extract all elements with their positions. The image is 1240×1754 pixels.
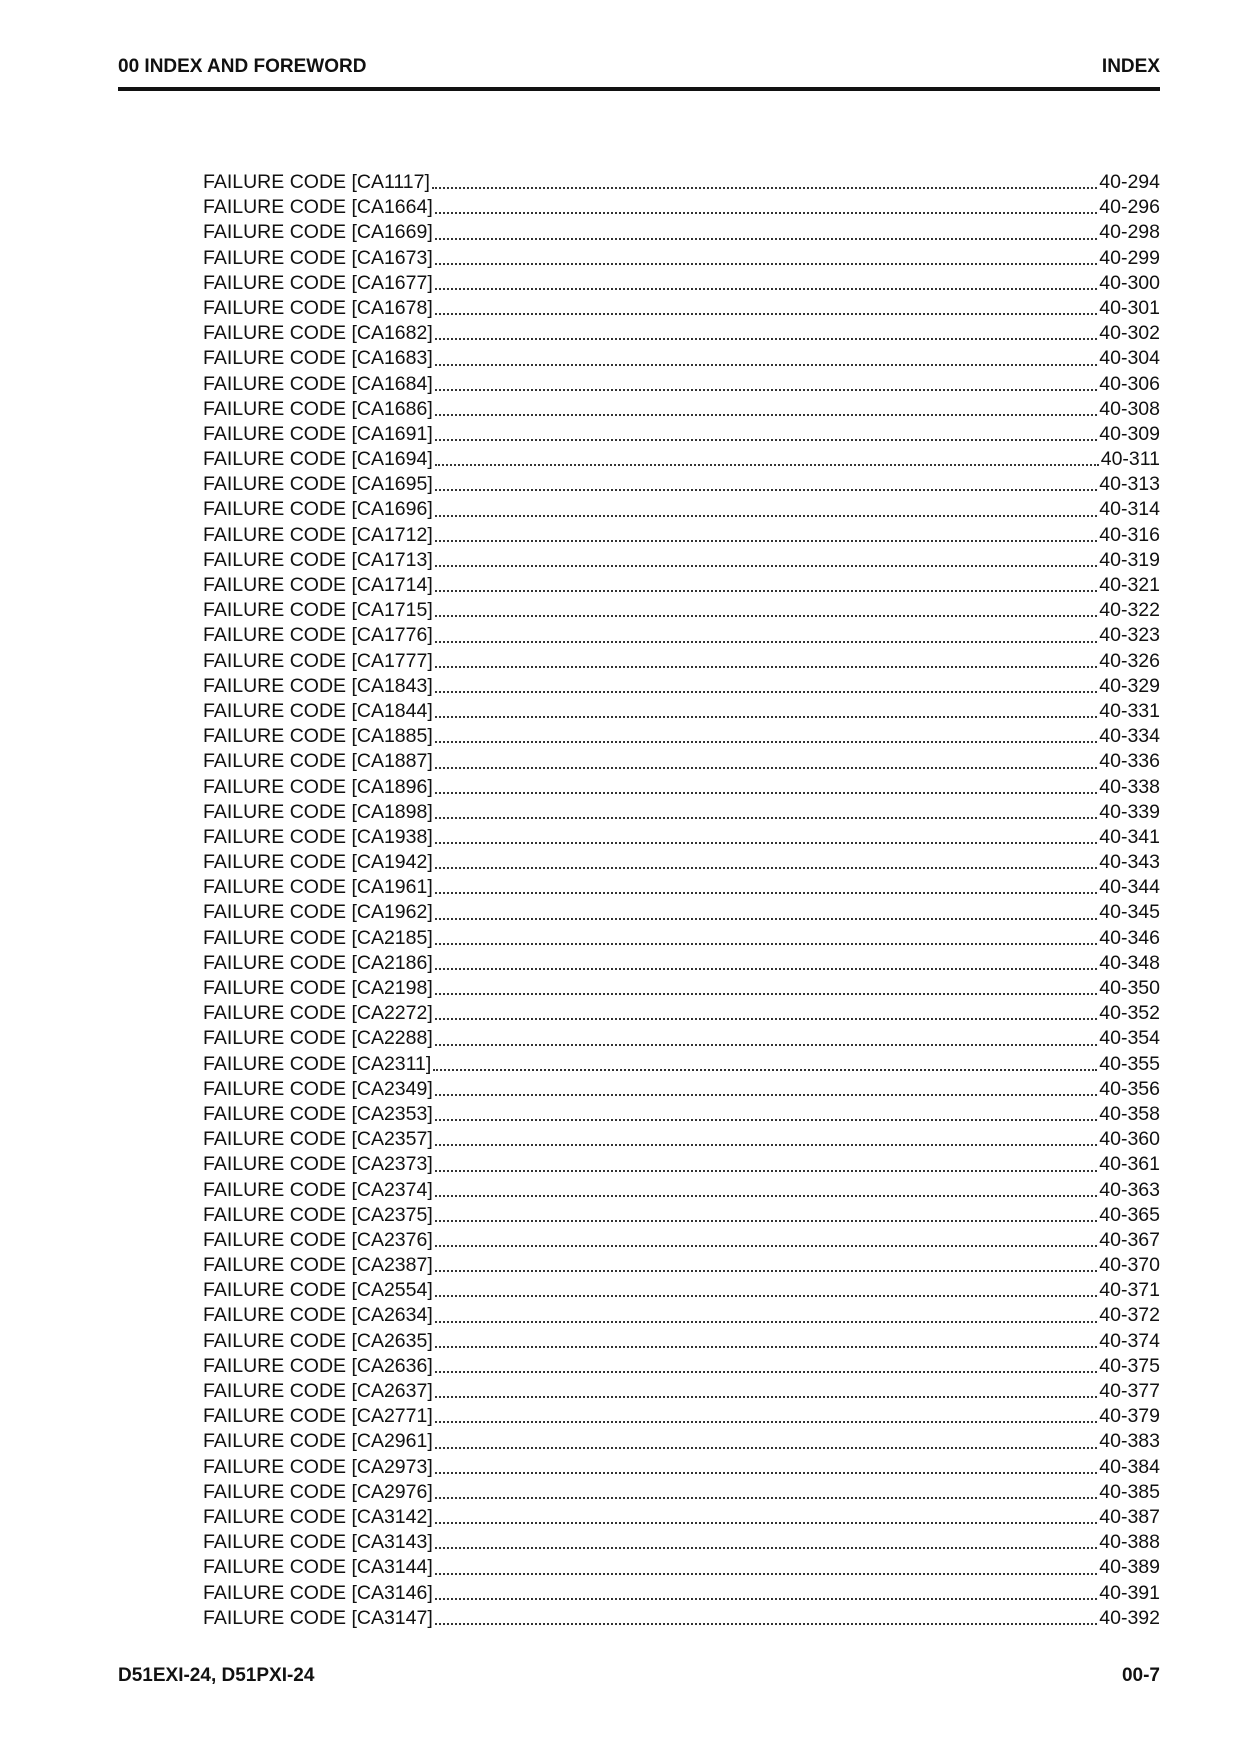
index-entry-page: 40-304 (1099, 347, 1160, 370)
index-entry-title: FAILURE CODE [CA2376] (203, 1228, 433, 1251)
index-entry[interactable] (203, 220, 1160, 245)
index-entry-page: 40-313 (1099, 473, 1160, 496)
index-entry[interactable] (203, 1379, 1160, 1404)
dot-leader (435, 1598, 1098, 1600)
index-entry[interactable] (203, 246, 1160, 271)
dot-leader (435, 1270, 1098, 1272)
index-entry-page: 40-370 (1099, 1254, 1160, 1277)
dot-leader (433, 1069, 1097, 1071)
index-entry[interactable] (203, 1278, 1160, 1303)
dot-leader (435, 1497, 1098, 1499)
index-entry-page: 40-296 (1099, 196, 1160, 219)
index-entry-page: 40-326 (1099, 649, 1160, 672)
dot-leader (435, 1623, 1098, 1625)
index-list (203, 170, 1160, 1631)
index-entry-title: FAILURE CODE [CA2349] (203, 1077, 433, 1100)
header-section-title: 00 INDEX AND FOREWORD (118, 56, 367, 77)
index-entry-title: FAILURE CODE [CA1712] (203, 523, 433, 546)
index-entry-page: 40-371 (1099, 1279, 1160, 1302)
index-entry[interactable] (203, 1581, 1160, 1606)
dot-leader (435, 1447, 1098, 1449)
dot-leader (435, 867, 1098, 869)
index-entry[interactable] (203, 976, 1160, 1001)
index-entry-title: FAILURE CODE [CA2634] (203, 1304, 433, 1327)
dot-leader (435, 968, 1098, 970)
dot-leader (435, 1195, 1098, 1197)
index-entry[interactable] (203, 674, 1160, 699)
index-entry[interactable] (203, 699, 1160, 724)
index-entry[interactable] (203, 1026, 1160, 1051)
index-entry-page: 40-356 (1099, 1077, 1160, 1100)
index-entry-title: FAILURE CODE [CA2387] (203, 1254, 433, 1277)
index-entry-title: FAILURE CODE [CA2961] (203, 1430, 433, 1453)
index-entry[interactable] (203, 825, 1160, 850)
index-entry-title: FAILURE CODE [CA1673] (203, 246, 433, 269)
dot-leader (435, 1018, 1098, 1020)
dot-leader (435, 489, 1098, 491)
index-entry-page: 40-361 (1099, 1153, 1160, 1176)
index-entry-page: 40-346 (1099, 926, 1160, 949)
index-entry[interactable] (203, 775, 1160, 800)
index-entry-title: FAILURE CODE [CA1696] (203, 498, 433, 521)
index-entry-title: FAILURE CODE [CA1695] (203, 473, 433, 496)
index-entry[interactable] (203, 623, 1160, 648)
index-entry-title: FAILURE CODE [CA1694] (203, 448, 433, 471)
dot-leader (435, 741, 1098, 743)
index-entry-page: 40-341 (1099, 825, 1160, 848)
index-entry[interactable] (203, 875, 1160, 900)
index-entry[interactable] (203, 1253, 1160, 1278)
index-entry-title: FAILURE CODE [CA1961] (203, 876, 433, 899)
index-entry-title: FAILURE CODE [CA1776] (203, 624, 433, 647)
index-entry[interactable] (203, 573, 1160, 598)
index-entry-page: 40-308 (1099, 397, 1160, 420)
index-entry-page: 40-384 (1099, 1455, 1160, 1478)
dot-leader (435, 1547, 1098, 1549)
index-entry-title: FAILURE CODE [CA1669] (203, 221, 433, 244)
index-entry-title: FAILURE CODE [CA1715] (203, 599, 433, 622)
index-entry-title: FAILURE CODE [CA2373] (203, 1153, 433, 1176)
index-entry-title: FAILURE CODE [CA1887] (203, 750, 433, 773)
index-entry-page: 40-358 (1099, 1102, 1160, 1125)
dot-leader (435, 1044, 1098, 1046)
dot-leader (435, 993, 1098, 995)
index-entry-title: FAILURE CODE [CA1664] (203, 196, 433, 219)
index-entry-page: 40-321 (1099, 574, 1160, 596)
dot-leader (435, 313, 1098, 315)
index-entry[interactable] (203, 296, 1160, 321)
index-entry-page: 40-319 (1099, 548, 1160, 571)
index-entry[interactable] (203, 926, 1160, 951)
index-entry-title: FAILURE CODE [CA2771] (203, 1405, 433, 1428)
dot-leader (435, 590, 1098, 592)
dot-leader (435, 943, 1098, 945)
index-entry[interactable] (203, 497, 1160, 522)
index-entry[interactable] (203, 195, 1160, 220)
index-entry-page: 40-391 (1099, 1581, 1160, 1604)
index-entry-title: FAILURE CODE [CA1686] (203, 397, 433, 420)
index-entry-page: 40-344 (1099, 876, 1160, 899)
index-entry-title: FAILURE CODE [CA2636] (203, 1354, 433, 1377)
index-entry[interactable] (203, 1404, 1160, 1429)
dot-leader (435, 842, 1098, 844)
dot-leader (435, 238, 1098, 240)
index-entry[interactable] (203, 170, 1160, 195)
dot-leader (435, 666, 1098, 668)
index-entry[interactable] (203, 1102, 1160, 1127)
index-entry-page: 40-379 (1099, 1405, 1160, 1428)
index-entry-title: FAILURE CODE [CA2976] (203, 1480, 433, 1503)
dot-leader (435, 792, 1098, 794)
index-entry-page: 40-311 (1100, 448, 1160, 471)
index-entry-page: 40-298 (1099, 221, 1160, 244)
index-entry[interactable] (203, 649, 1160, 674)
dot-leader (435, 716, 1098, 718)
index-entry-title: FAILURE CODE [CA3143] (203, 1531, 433, 1554)
index-entry-page: 40-385 (1099, 1480, 1160, 1503)
index-entry-title: FAILURE CODE [CA2637] (203, 1380, 433, 1402)
index-entry[interactable] (203, 749, 1160, 774)
index-entry[interactable] (203, 598, 1160, 623)
index-entry-page: 40-294 (1099, 171, 1160, 193)
index-entry[interactable] (203, 900, 1160, 925)
index-entry-title: FAILURE CODE [CA2374] (203, 1178, 433, 1201)
dot-leader (435, 1522, 1098, 1524)
index-entry[interactable] (203, 548, 1160, 573)
index-entry[interactable] (203, 1480, 1160, 1505)
dot-leader (435, 288, 1098, 290)
dot-leader (435, 767, 1098, 769)
index-entry-title: FAILURE CODE [CA1898] (203, 800, 433, 823)
index-entry-page: 40-355 (1099, 1052, 1160, 1075)
index-entry[interactable] (203, 372, 1160, 397)
index-entry-title: FAILURE CODE [CA1844] (203, 699, 433, 722)
index-entry[interactable] (203, 523, 1160, 548)
index-entry-title: FAILURE CODE [CA3146] (203, 1581, 433, 1604)
dot-leader (435, 1119, 1098, 1121)
index-entry-page: 40-331 (1099, 699, 1160, 722)
index-entry-page: 40-336 (1099, 750, 1160, 773)
index-entry-title: FAILURE CODE [CA1942] (203, 851, 433, 874)
index-entry[interactable] (203, 346, 1160, 371)
index-entry-title: FAILURE CODE [CA1714] (203, 574, 433, 596)
dot-leader (435, 212, 1098, 214)
index-entry-title: FAILURE CODE [CA2185] (203, 926, 433, 949)
dot-leader (435, 1321, 1098, 1323)
index-entry-title: FAILURE CODE [CA1843] (203, 674, 433, 697)
index-entry-title: FAILURE CODE [CA3147] (203, 1606, 433, 1629)
index-entry-title: FAILURE CODE [CA1683] (203, 347, 433, 370)
index-entry[interactable] (203, 1505, 1160, 1530)
dot-leader (435, 515, 1098, 517)
index-entry[interactable] (203, 1077, 1160, 1102)
footer-model: D51EXI-24, D51PXI-24 (118, 1665, 315, 1686)
dot-leader (435, 1220, 1098, 1222)
dot-leader (435, 1094, 1098, 1096)
index-entry-page: 40-388 (1099, 1531, 1160, 1554)
index-entry-page: 40-300 (1099, 271, 1160, 294)
dot-leader (435, 1421, 1098, 1423)
index-entry[interactable] (203, 472, 1160, 497)
index-entry-page: 40-387 (1099, 1505, 1160, 1528)
index-entry-page: 40-343 (1099, 851, 1160, 874)
index-entry-title: FAILURE CODE [CA1962] (203, 901, 433, 924)
index-entry-title: FAILURE CODE [CA2554] (203, 1279, 433, 1302)
index-entry[interactable] (203, 1455, 1160, 1480)
index-entry[interactable] (203, 447, 1160, 472)
index-entry-page: 40-375 (1099, 1354, 1160, 1377)
page-footer (118, 1665, 1160, 1689)
index-entry[interactable] (203, 951, 1160, 976)
index-entry-title: FAILURE CODE [CA2353] (203, 1102, 433, 1125)
index-entry[interactable] (203, 321, 1160, 346)
dot-leader (435, 1295, 1098, 1297)
index-entry-title: FAILURE CODE [CA2311] (203, 1052, 432, 1075)
index-entry-title: FAILURE CODE [CA2635] (203, 1329, 433, 1352)
dot-leader (432, 187, 1097, 189)
dot-leader (435, 1472, 1098, 1474)
index-entry[interactable] (203, 1555, 1160, 1580)
index-entry[interactable] (203, 422, 1160, 447)
index-entry-page: 40-360 (1099, 1128, 1160, 1151)
index-entry[interactable] (203, 1203, 1160, 1228)
index-entry-title: FAILURE CODE [CA1682] (203, 322, 433, 345)
dot-leader (435, 464, 1099, 466)
index-entry-page: 40-338 (1099, 775, 1160, 798)
index-entry-page: 40-299 (1099, 246, 1160, 269)
index-entry-page: 40-316 (1099, 523, 1160, 546)
index-entry[interactable] (203, 1354, 1160, 1379)
dot-leader (435, 540, 1098, 542)
dot-leader (435, 1346, 1098, 1348)
index-entry[interactable] (203, 850, 1160, 875)
dot-leader (435, 918, 1098, 920)
index-entry[interactable] (203, 724, 1160, 749)
index-entry-title: FAILURE CODE [CA1678] (203, 296, 433, 319)
dot-leader (435, 1396, 1098, 1398)
index-entry[interactable] (203, 1152, 1160, 1177)
dot-leader (435, 1573, 1098, 1575)
index-entry[interactable] (203, 1127, 1160, 1152)
index-entry-title: FAILURE CODE [CA2198] (203, 977, 433, 999)
index-entry-page: 40-314 (1099, 498, 1160, 521)
index-entry-page: 40-392 (1099, 1606, 1160, 1629)
index-entry-title: FAILURE CODE [CA3144] (203, 1556, 433, 1579)
index-entry-page: 40-389 (1099, 1556, 1160, 1579)
index-entry-title: FAILURE CODE [CA1684] (203, 372, 433, 395)
dot-leader (435, 565, 1098, 567)
index-entry-page: 40-348 (1099, 951, 1160, 974)
index-entry-page: 40-302 (1099, 322, 1160, 345)
index-entry-page: 40-309 (1099, 422, 1160, 445)
index-entry-page: 40-374 (1099, 1329, 1160, 1352)
index-entry-title: FAILURE CODE [CA2375] (203, 1203, 433, 1226)
index-entry-page: 40-306 (1099, 372, 1160, 395)
index-entry-page: 40-372 (1099, 1304, 1160, 1327)
index-entry-title: FAILURE CODE [CA2186] (203, 951, 433, 974)
index-entry-title: FAILURE CODE [CA2272] (203, 1002, 433, 1025)
dot-leader (435, 364, 1098, 366)
index-entry[interactable] (203, 1178, 1160, 1203)
index-entry[interactable] (203, 1001, 1160, 1026)
index-entry[interactable] (203, 800, 1160, 825)
dot-leader (435, 414, 1098, 416)
page-header (118, 56, 1160, 80)
dot-leader (435, 1371, 1098, 1373)
index-entry-title: FAILURE CODE [CA2288] (203, 1027, 433, 1050)
dot-leader (435, 1245, 1098, 1247)
index-entry[interactable] (203, 1329, 1160, 1354)
dot-leader (435, 1170, 1098, 1172)
index-entry[interactable] (203, 271, 1160, 296)
index-entry[interactable] (203, 1228, 1160, 1253)
index-entry-title: FAILURE CODE [CA2973] (203, 1455, 433, 1478)
index-entry-title: FAILURE CODE [CA1885] (203, 725, 433, 748)
dot-leader (435, 691, 1098, 693)
index-entry-title: FAILURE CODE [CA1777] (203, 649, 433, 672)
index-entry[interactable] (203, 397, 1160, 422)
index-entry-page: 40-329 (1099, 674, 1160, 697)
index-entry[interactable] (203, 1606, 1160, 1631)
index-entry-page: 40-345 (1099, 901, 1160, 924)
index-entry-title: FAILURE CODE [CA1691] (203, 422, 433, 445)
index-entry-page: 40-339 (1099, 800, 1160, 823)
footer-page-number: 00-7 (1121, 1665, 1160, 1686)
dot-leader (435, 389, 1098, 391)
dot-leader (435, 641, 1098, 643)
index-entry-title: FAILURE CODE [CA1117] (203, 171, 430, 193)
index-entry-page: 40-350 (1099, 977, 1160, 999)
header-divider (118, 87, 1160, 91)
dot-leader (435, 338, 1098, 340)
index-entry-page: 40-334 (1099, 725, 1160, 748)
index-entry-page: 40-377 (1099, 1380, 1160, 1402)
dot-leader (435, 615, 1098, 617)
dot-leader (435, 1144, 1098, 1146)
index-entry[interactable] (203, 1530, 1160, 1555)
index-entry[interactable] (203, 1052, 1160, 1077)
index-entry-page: 40-363 (1099, 1178, 1160, 1201)
dot-leader (435, 892, 1098, 894)
index-entry-page: 40-323 (1099, 624, 1160, 647)
index-entry-title: FAILURE CODE [CA1677] (203, 271, 433, 294)
index-entry-page: 40-301 (1099, 296, 1160, 319)
index-entry-title: FAILURE CODE [CA1938] (203, 825, 433, 848)
index-entry-page: 40-352 (1099, 1002, 1160, 1025)
index-entry-title: FAILURE CODE [CA3142] (203, 1505, 433, 1528)
dot-leader (435, 439, 1098, 441)
index-entry[interactable] (203, 1429, 1160, 1454)
dot-leader (435, 263, 1098, 265)
index-entry-title: FAILURE CODE [CA1713] (203, 548, 433, 571)
index-entry-page: 40-367 (1099, 1228, 1160, 1251)
dot-leader (435, 817, 1098, 819)
index-entry-title: FAILURE CODE [CA2357] (203, 1128, 433, 1151)
header-index-title: INDEX (1101, 56, 1160, 77)
index-entry-page: 40-365 (1099, 1203, 1160, 1226)
index-entry-page: 40-383 (1099, 1430, 1160, 1453)
index-entry[interactable] (203, 1303, 1160, 1328)
index-entry-page: 40-354 (1099, 1027, 1160, 1050)
index-entry-title: FAILURE CODE [CA1896] (203, 775, 433, 798)
index-entry-page: 40-322 (1099, 599, 1160, 622)
